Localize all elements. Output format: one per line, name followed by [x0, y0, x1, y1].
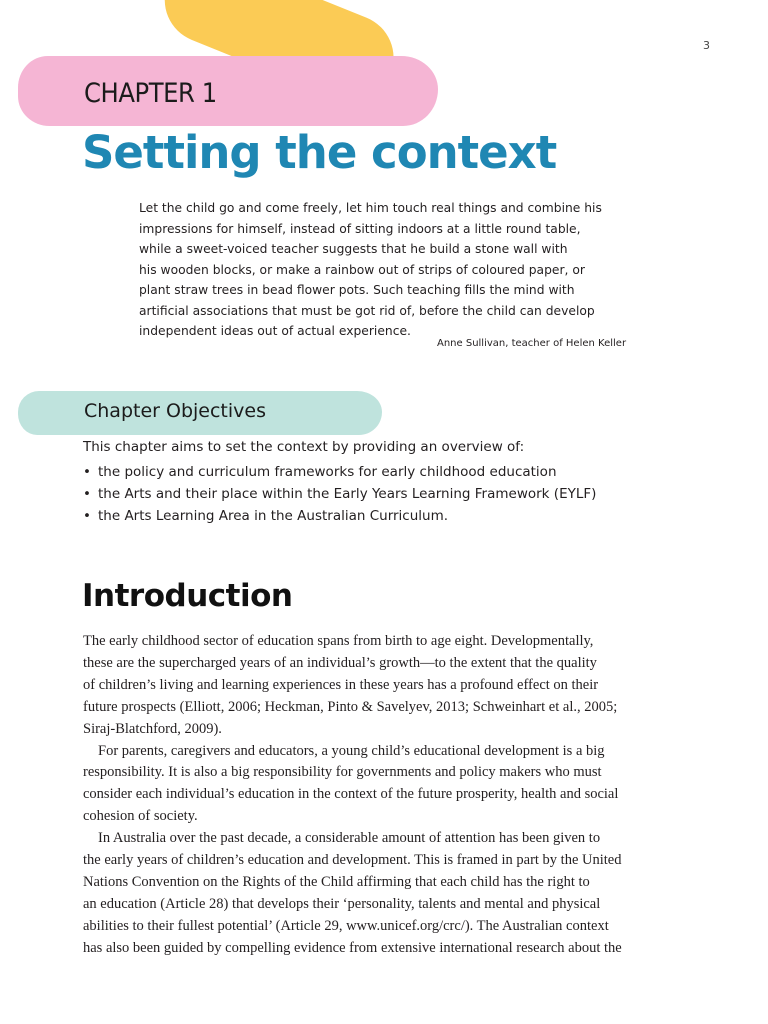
body-line: abilities to their fullest potential’ (Article 29, www.unicef.org/crc/). The Australian context: [83, 917, 609, 934]
objective-item: [83, 461, 596, 483]
objective-text: the policy and curriculum frameworks for early childhood education: [98, 464, 557, 480]
body-line: these are the supercharged years of an individual’s growth—to the extent that the quality: [83, 654, 597, 671]
bullet-icon: •: [83, 464, 91, 480]
introduction-body: [83, 631, 628, 960]
body-line: of children’s living and learning experiences in these years has a profound effect on their: [83, 676, 599, 693]
objective-item: [83, 505, 596, 527]
body-line: responsibility. It is also a big responsibility for governments and policy makers who must: [83, 764, 602, 781]
body-line: cohesion of society.: [83, 808, 198, 825]
epigraph-line: independent ideas out of actual experience.: [139, 324, 411, 338]
body-paragraph: [83, 631, 628, 741]
objectives-intro: This chapter aims to set the context by providing an overview of:: [83, 439, 525, 455]
epigraph-line: his wooden blocks, or make a rainbow out of strips of coloured paper, or: [139, 262, 585, 277]
objective-item: [83, 483, 596, 505]
objectives-list: [83, 461, 596, 527]
epigraph-quote: [139, 198, 602, 342]
body-paragraph: [83, 741, 628, 829]
objective-text: the Arts Learning Area in the Australian Curriculum.: [98, 508, 449, 524]
body-paragraph: [83, 828, 628, 959]
body-line: an education (Article 28) that develops their ‘personality, talents and mental and physical: [83, 895, 601, 912]
body-line: future prospects (Elliott, 2006; Heckman, Pinto & Savelyev, 2013; Schweinhart et al., 2005;: [83, 698, 618, 715]
bullet-icon: •: [83, 486, 91, 502]
pink-brush-stroke: [18, 56, 438, 126]
page-number: 3: [703, 39, 710, 52]
introduction-heading: Introduction: [82, 578, 293, 614]
body-line: Nations Convention on the Rights of the Child affirming that each child has the right to: [83, 873, 590, 890]
objectives-heading: Chapter Objectives: [84, 400, 266, 422]
body-line: In Australia over the past decade, a considerable amount of attention has been given to: [98, 830, 601, 847]
bullet-icon: •: [83, 508, 91, 524]
epigraph-line: plant straw trees in bead flower pots. Such teaching fills the mind with: [139, 283, 575, 297]
epigraph-line: Let the child go and come freely, let him touch real things and combine his: [139, 201, 602, 215]
epigraph-line: artificial associations that must be got rid of, before the child can develop: [139, 303, 595, 318]
epigraph-line: while a sweet-voiced teacher suggests that he build a stone wall with: [139, 242, 568, 256]
chapter-label: CHAPTER 1: [84, 78, 217, 109]
objective-text: the Arts and their place within the Early Years Learning Framework (EYLF): [98, 486, 597, 502]
body-line: the early years of children’s education and development. This is framed in part by the United: [83, 852, 622, 869]
body-line: Siraj-Blatchford, 2009).: [83, 720, 222, 737]
body-line: For parents, caregivers and educators, a young child’s educational development is a big: [98, 742, 605, 759]
body-line: consider each individual’s education in the context of the future prosperity, health and social: [83, 786, 619, 803]
body-line: The early childhood sector of education spans from birth to age eight. Developmentally,: [83, 633, 594, 649]
chapter-title: Setting the context: [82, 126, 557, 179]
epigraph-line: impressions for himself, instead of sitting indoors at a little round table,: [139, 221, 581, 236]
body-line: has also been guided by compelling evidence from extensive international research about the: [83, 939, 622, 956]
epigraph-attribution: Anne Sullivan, teacher of Helen Keller: [437, 338, 627, 349]
